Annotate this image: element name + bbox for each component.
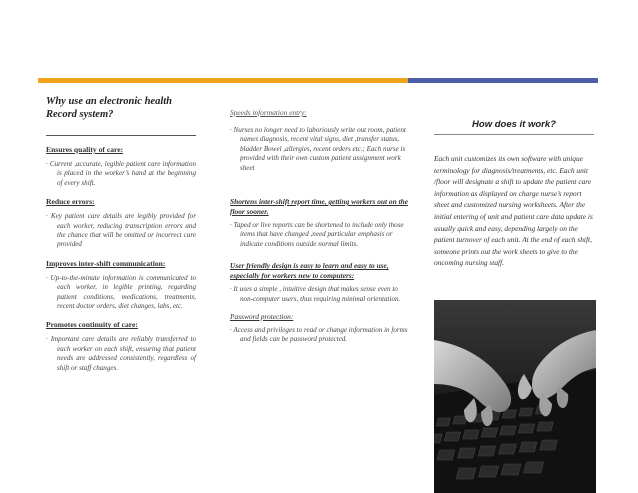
keyboard-photo-icon	[434, 300, 596, 493]
left-column	[46, 95, 196, 373]
section-text: · Taped or live reports can be shortened to include only those items that have changed ,need particular emphasis or indicate conditions outside normal limits.	[230, 221, 404, 248]
section-heading: User friendly design is easy to learn and easy to use, especially for workers new to computers:	[230, 261, 389, 281]
section-heading: Speeds information entry:	[230, 108, 307, 117]
middle-column	[230, 108, 410, 345]
accent-bar-orange	[38, 78, 408, 83]
section-text: · Nurses no longer need to laboriously write out room, patient names diagnosis, recent vital signs, diet ,transfer status, bladder Bowel ,allergies, recent orders etc.; Each nurse is provided with their own custom patient assignment work sheet	[230, 126, 406, 172]
section-heading: Reduce errors:	[46, 197, 95, 207]
section-text: · Important care details are reliably transferred to each worker on each shift, ensuring that patient needs are addressed consistently, regardless of shift or staff changes.	[46, 335, 196, 372]
section-heading: Password protection:	[230, 312, 294, 322]
right-column	[434, 95, 594, 269]
section-heading: Ensures quality of care:	[46, 145, 124, 154]
section-heading: Shortens inter-shift report time, getting workers out on the floor sooner.	[230, 197, 409, 217]
left-title: Why use an electronic health Record system?	[46, 96, 173, 120]
left-title-box	[46, 95, 196, 136]
accent-bar-blue	[408, 78, 598, 83]
section-heading: Improves inter-shift communication:	[46, 258, 166, 268]
section-heading: Promotes continuity of care:	[46, 320, 138, 330]
section-text: · Access and privileges to read or change information in forms and fields can be password protected.	[230, 326, 408, 344]
header-accent-bar	[38, 78, 598, 83]
section-text: · Current ,accurate, legible patient care information is placed in the worker’s hand at the beginning of every shift.	[46, 160, 196, 187]
right-text: Each unit customizes its own software with unique terminology for diagnosis/treatments, etc. Each unit /floor will designate a shift to update the patient care information as displayed on charge nurse’s report sheet and customized nursing worksheets. After the initial entering of unit and patient care data update is usually quick and easy, depending largely on the patient turnover of each unit. At the end of each shift, someone prints out the work sheets to give to the oncoming nursing staff.	[434, 154, 593, 268]
section-text: · It uses a simple , intuitive design that makes sense even to non-computer users, thus requiring minimal orientation.	[230, 285, 401, 303]
hands-typing-keyboard-photo	[434, 300, 596, 493]
section-text: · Key patient care details are legibly provided for each worker, reducing transcription errors and the chance that will be omitted or incorrect care provided	[46, 212, 196, 249]
right-title: How does it work?	[434, 95, 594, 135]
section-text: · Up-to-the-minute information is communicated to each worker, in legible printing, regarding patient conditions, medications, treatments, recent doctor orders, diet changes, labs, etc.	[46, 273, 196, 311]
